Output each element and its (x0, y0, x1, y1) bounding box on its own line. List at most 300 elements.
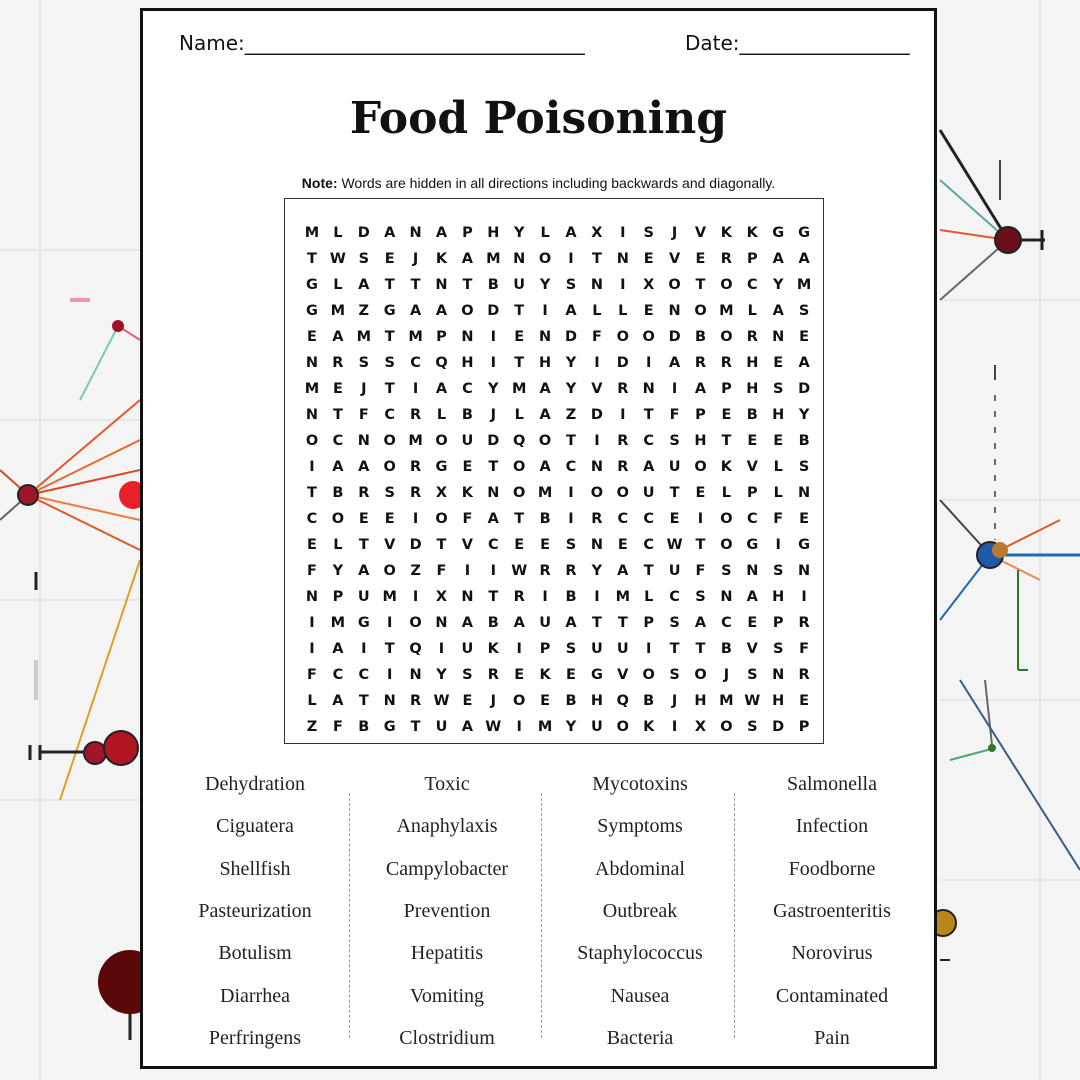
grid-letter[interactable]: S (772, 563, 784, 579)
grid-letter[interactable]: N (539, 329, 552, 345)
grid-letter[interactable]: S (747, 719, 758, 735)
grid-letter[interactable]: F (773, 511, 784, 527)
grid-letter[interactable]: P (643, 615, 654, 631)
grid-letter[interactable]: M (408, 433, 423, 449)
grid-letter[interactable]: E (462, 693, 473, 709)
grid-letter[interactable]: V (617, 667, 629, 683)
grid-letter[interactable]: M (408, 329, 423, 345)
grid-letter[interactable]: C (565, 459, 577, 475)
grid-letter[interactable]: I (568, 485, 574, 501)
grid-letter[interactable]: A (772, 303, 784, 319)
grid-letter[interactable]: O (435, 511, 448, 527)
grid-letter[interactable]: S (643, 225, 654, 241)
grid-letter[interactable]: T (358, 537, 369, 553)
grid-letter[interactable]: F (669, 407, 680, 423)
grid-letter[interactable]: N (487, 485, 500, 501)
grid-letter[interactable]: S (772, 381, 784, 397)
grid-letter[interactable]: A (358, 277, 370, 293)
grid-letter[interactable]: I (309, 459, 315, 475)
grid-letter[interactable]: I (594, 433, 600, 449)
grid-letter[interactable]: M (615, 589, 631, 605)
grid-letter[interactable]: S (462, 667, 473, 683)
grid-letter[interactable]: N (409, 225, 422, 241)
grid-letter[interactable]: S (358, 251, 370, 267)
grid-letter[interactable]: Y (513, 225, 525, 241)
grid-letter[interactable]: H (772, 693, 785, 709)
grid-letter[interactable]: A (694, 381, 707, 397)
grid-letter[interactable]: Y (798, 407, 810, 423)
grid-letter[interactable]: O (616, 719, 629, 735)
grid-letter[interactable]: F (307, 667, 317, 683)
grid-letter[interactable]: H (694, 433, 707, 449)
grid-letter[interactable]: E (540, 537, 551, 553)
grid-letter[interactable]: A (643, 459, 655, 475)
name-field[interactable]: Name:__________________________________ (179, 31, 585, 55)
grid-letter[interactable]: K (643, 719, 655, 735)
grid-letter[interactable]: R (694, 355, 707, 371)
grid-letter[interactable]: Y (332, 563, 344, 579)
grid-letter[interactable]: D (616, 355, 629, 371)
grid-letter[interactable]: I (516, 641, 522, 657)
grid-letter[interactable]: U (513, 277, 526, 293)
grid-letter[interactable]: E (358, 511, 369, 527)
grid-letter[interactable]: E (307, 537, 317, 553)
grid-letter[interactable]: M (486, 251, 501, 267)
grid-letter[interactable]: N (409, 667, 422, 683)
grid-letter[interactable]: E (669, 511, 680, 527)
grid-letter[interactable]: O (720, 537, 733, 553)
grid-letter[interactable]: M (796, 277, 812, 293)
grid-letter[interactable]: W (744, 693, 761, 709)
grid-letter[interactable]: V (461, 537, 473, 553)
grid-letter[interactable]: I (671, 719, 678, 735)
grid-letter[interactable]: O (668, 277, 681, 293)
grid-letter[interactable]: K (720, 459, 733, 475)
grid-letter[interactable]: E (799, 511, 810, 527)
grid-letter[interactable]: M (511, 381, 527, 397)
grid-letter[interactable]: E (643, 251, 654, 267)
grid-letter[interactable]: A (358, 459, 370, 475)
grid-letter[interactable]: L (618, 303, 628, 319)
grid-letter[interactable]: P (332, 589, 344, 605)
grid-letter[interactable]: H (746, 381, 759, 397)
grid-letter[interactable]: C (358, 667, 370, 683)
grid-letter[interactable]: I (490, 355, 496, 371)
grid-letter[interactable]: W (511, 563, 528, 579)
grid-letter[interactable]: B (487, 277, 499, 293)
grid-letter[interactable]: T (462, 277, 473, 293)
grid-letter[interactable]: C (643, 511, 655, 527)
grid-letter[interactable]: T (488, 459, 499, 475)
grid-letter[interactable]: G (383, 719, 396, 735)
grid-letter[interactable]: B (694, 329, 707, 345)
grid-letter[interactable]: R (798, 667, 810, 683)
grid-letter[interactable]: O (513, 459, 526, 475)
grid-letter[interactable]: I (801, 589, 807, 605)
grid-letter[interactable]: F (332, 719, 343, 735)
grid-letter[interactable]: I (671, 381, 678, 397)
grid-letter[interactable]: A (332, 641, 344, 657)
grid-letter[interactable]: N (461, 329, 474, 345)
grid-letter[interactable]: A (772, 251, 784, 267)
grid-letter[interactable]: T (566, 433, 576, 449)
grid-letter[interactable]: V (694, 225, 707, 241)
grid-letter[interactable]: A (461, 719, 473, 735)
grid-letter[interactable]: I (568, 511, 574, 527)
grid-letter[interactable]: D (487, 303, 500, 319)
grid-letter[interactable]: W (666, 537, 683, 553)
grid-letter[interactable]: R (358, 485, 370, 501)
grid-letter[interactable]: R (487, 667, 499, 683)
grid-letter[interactable]: N (772, 329, 785, 345)
grid-letter[interactable]: B (487, 615, 499, 631)
grid-letter[interactable]: V (384, 537, 396, 553)
grid-letter[interactable]: U (357, 589, 370, 605)
grid-letter[interactable]: O (720, 329, 733, 345)
grid-letter[interactable]: C (617, 511, 629, 527)
grid-letter[interactable]: U (461, 433, 474, 449)
grid-letter[interactable]: J (723, 667, 730, 683)
grid-letter[interactable]: Z (306, 719, 318, 735)
grid-letter[interactable]: T (591, 251, 602, 267)
grid-letter[interactable]: M (537, 485, 553, 501)
grid-letter[interactable]: E (566, 667, 576, 683)
grid-letter[interactable]: P (539, 641, 551, 657)
grid-letter[interactable]: Y (565, 355, 577, 371)
grid-letter[interactable]: L (540, 225, 550, 241)
grid-letter[interactable]: N (642, 381, 655, 397)
grid-letter[interactable]: B (565, 589, 577, 605)
grid-letter[interactable]: V (746, 641, 758, 657)
grid-letter[interactable]: O (720, 277, 733, 293)
grid-letter[interactable]: N (513, 251, 526, 267)
grid-letter[interactable]: O (720, 511, 733, 527)
grid-letter[interactable]: I (645, 641, 652, 657)
grid-letter[interactable]: T (514, 303, 525, 319)
grid-letter[interactable]: C (410, 355, 421, 371)
grid-letter[interactable]: W (433, 693, 450, 709)
grid-letter[interactable]: N (435, 615, 448, 631)
grid-letter[interactable]: A (565, 303, 577, 319)
grid-letter[interactable]: O (435, 433, 448, 449)
grid-letter[interactable]: U (668, 459, 681, 475)
grid-letter[interactable]: F (358, 407, 369, 423)
grid-letter[interactable]: Q (409, 641, 422, 657)
grid-letter[interactable]: G (357, 615, 370, 631)
grid-letter[interactable]: B (798, 433, 810, 449)
grid-letter[interactable]: N (305, 407, 319, 423)
grid-letter[interactable]: R (591, 511, 603, 527)
grid-letter[interactable]: R (410, 485, 422, 501)
grid-letter[interactable]: M (719, 693, 734, 709)
grid-letter[interactable]: H (772, 589, 785, 605)
grid-letter[interactable]: X (435, 589, 448, 605)
grid-letter[interactable]: E (773, 355, 784, 371)
grid-letter[interactable]: F (799, 641, 810, 657)
grid-letter[interactable]: T (617, 615, 628, 631)
grid-letter[interactable]: S (669, 433, 680, 449)
grid-letter[interactable]: N (435, 277, 448, 293)
grid-letter[interactable]: M (537, 719, 553, 735)
grid-letter[interactable]: E (643, 303, 654, 319)
grid-letter[interactable]: I (620, 277, 626, 293)
grid-letter[interactable]: U (642, 485, 655, 501)
grid-letter[interactable]: R (617, 459, 629, 475)
grid-letter[interactable]: M (382, 589, 397, 605)
grid-letter[interactable]: N (590, 459, 603, 475)
grid-letter[interactable]: J (671, 225, 678, 241)
grid-letter[interactable]: A (798, 355, 810, 371)
grid-letter[interactable]: P (746, 251, 758, 267)
grid-letter[interactable]: D (564, 329, 578, 345)
grid-letter[interactable]: P (746, 485, 758, 501)
grid-letter[interactable]: D (487, 433, 500, 449)
grid-letter[interactable]: O (616, 485, 629, 501)
grid-letter[interactable]: R (332, 355, 344, 371)
grid-letter[interactable]: O (331, 511, 345, 527)
grid-letter[interactable]: A (565, 615, 577, 631)
grid-letter[interactable]: V (668, 251, 681, 267)
grid-letter[interactable]: M (356, 329, 372, 345)
grid-letter[interactable]: B (332, 485, 344, 501)
grid-letter[interactable]: T (358, 693, 369, 709)
grid-letter[interactable]: E (695, 485, 706, 501)
grid-letter[interactable]: L (333, 277, 343, 293)
grid-letter[interactable]: E (773, 433, 784, 449)
grid-letter[interactable]: N (590, 537, 603, 553)
grid-letter[interactable]: O (538, 251, 552, 267)
grid-letter[interactable]: C (487, 537, 499, 553)
grid-letter[interactable]: I (386, 667, 393, 683)
grid-letter[interactable]: O (383, 563, 396, 579)
grid-letter[interactable]: L (307, 693, 317, 709)
grid-letter[interactable]: S (695, 589, 706, 605)
grid-letter[interactable]: O (642, 329, 655, 345)
grid-letter[interactable]: E (540, 693, 551, 709)
grid-letter[interactable]: L (721, 485, 732, 501)
grid-letter[interactable]: E (514, 537, 525, 553)
grid-letter[interactable]: D (409, 537, 422, 553)
grid-letter[interactable]: E (721, 407, 732, 423)
grid-letter[interactable]: K (720, 225, 733, 241)
grid-letter[interactable]: I (412, 589, 419, 605)
grid-letter[interactable]: G (590, 667, 603, 683)
grid-letter[interactable]: E (462, 459, 473, 475)
grid-letter[interactable]: T (410, 277, 421, 293)
grid-letter[interactable]: T (514, 511, 525, 527)
grid-letter[interactable]: T (307, 485, 317, 501)
grid-letter[interactable]: O (383, 433, 396, 449)
grid-letter[interactable]: L (514, 407, 524, 423)
grid-letter[interactable]: F (436, 563, 447, 579)
grid-letter[interactable]: A (539, 381, 551, 397)
grid-letter[interactable]: S (384, 485, 395, 501)
grid-letter[interactable]: R (565, 563, 577, 579)
grid-letter[interactable]: B (539, 511, 551, 527)
grid-letter[interactable]: W (485, 719, 502, 735)
grid-letter[interactable]: N (798, 563, 811, 579)
grid-letter[interactable]: J (412, 251, 419, 267)
grid-letter[interactable]: C (643, 433, 655, 449)
grid-letter[interactable]: C (332, 667, 344, 683)
word-search-grid[interactable] (284, 198, 824, 744)
grid-letter[interactable]: I (412, 511, 419, 527)
grid-letter[interactable]: G (306, 277, 318, 293)
grid-letter[interactable]: T (384, 329, 395, 345)
grid-letter[interactable]: A (384, 225, 396, 241)
grid-letter[interactable]: N (305, 589, 319, 605)
grid-letter[interactable]: S (358, 355, 370, 371)
grid-letter[interactable]: K (461, 485, 474, 501)
grid-letter[interactable]: A (694, 615, 707, 631)
grid-letter[interactable]: S (772, 641, 784, 657)
grid-letter[interactable]: A (358, 563, 370, 579)
grid-letter[interactable]: O (409, 615, 422, 631)
grid-letter[interactable]: A (513, 615, 525, 631)
grid-letter[interactable]: D (798, 381, 811, 397)
grid-letter[interactable]: G (798, 225, 811, 241)
grid-letter[interactable]: H (772, 407, 785, 423)
grid-letter[interactable]: P (462, 225, 473, 241)
grid-letter[interactable]: E (799, 693, 810, 709)
grid-letter[interactable]: R (720, 251, 732, 267)
grid-letter[interactable]: K (539, 667, 551, 683)
grid-letter[interactable]: Z (358, 303, 370, 319)
grid-letter[interactable]: L (592, 303, 602, 319)
grid-letter[interactable]: T (695, 277, 706, 293)
grid-letter[interactable]: O (720, 719, 733, 735)
grid-letter[interactable]: Q (513, 433, 526, 449)
grid-letter[interactable]: S (798, 303, 810, 319)
grid-letter[interactable]: T (488, 589, 499, 605)
grid-letter[interactable]: R (720, 355, 732, 371)
grid-letter[interactable]: T (695, 641, 706, 657)
grid-letter[interactable]: D (357, 225, 370, 241)
grid-letter[interactable]: P (695, 407, 706, 423)
grid-letter[interactable]: A (798, 251, 810, 267)
grid-letter[interactable]: R (513, 589, 525, 605)
grid-letter[interactable]: J (490, 407, 496, 423)
grid-letter[interactable]: A (565, 225, 577, 241)
grid-letter[interactable]: U (435, 719, 448, 735)
grid-letter[interactable]: U (461, 641, 474, 657)
grid-letter[interactable]: O (694, 459, 707, 475)
grid-letter[interactable]: A (435, 303, 448, 319)
grid-letter[interactable]: M (330, 303, 346, 319)
grid-letter[interactable]: N (772, 667, 785, 683)
grid-letter[interactable]: T (384, 381, 395, 397)
grid-letter[interactable]: I (464, 563, 471, 579)
grid-letter[interactable]: I (645, 355, 652, 371)
grid-letter[interactable]: U (591, 719, 603, 735)
grid-letter[interactable]: A (668, 355, 681, 371)
grid-letter[interactable]: P (798, 719, 810, 735)
grid-letter[interactable]: Z (410, 563, 421, 579)
grid-letter[interactable]: U (591, 641, 603, 657)
grid-letter[interactable]: T (410, 719, 421, 735)
grid-letter[interactable]: O (383, 459, 396, 475)
grid-letter[interactable]: I (542, 589, 548, 605)
grid-letter[interactable]: K (746, 225, 758, 241)
grid-letter[interactable]: S (669, 615, 680, 631)
grid-letter[interactable]: T (384, 277, 395, 293)
grid-letter[interactable]: I (309, 641, 315, 657)
grid-letter[interactable]: E (332, 381, 343, 397)
grid-letter[interactable]: Q (435, 355, 448, 371)
grid-letter[interactable]: H (487, 225, 500, 241)
grid-letter[interactable]: N (720, 589, 733, 605)
grid-letter[interactable]: S (565, 277, 577, 293)
grid-letter[interactable]: F (695, 563, 706, 579)
grid-letter[interactable]: R (746, 329, 758, 345)
grid-letter[interactable]: M (304, 381, 320, 397)
grid-letter[interactable]: R (410, 407, 422, 423)
grid-letter[interactable]: B (461, 407, 473, 423)
grid-letter[interactable]: T (695, 537, 706, 553)
grid-letter[interactable]: T (643, 563, 654, 579)
grid-letter[interactable]: I (620, 407, 626, 423)
grid-letter[interactable]: S (721, 563, 732, 579)
grid-letter[interactable]: A (435, 381, 448, 397)
grid-letter[interactable]: O (461, 303, 474, 319)
grid-letter[interactable]: A (617, 563, 629, 579)
grid-letter[interactable]: G (383, 303, 396, 319)
grid-letter[interactable]: V (591, 381, 603, 397)
grid-letter[interactable]: D (668, 329, 681, 345)
grid-letter[interactable]: I (386, 615, 393, 631)
grid-letter[interactable]: I (516, 719, 522, 735)
grid-letter[interactable]: E (307, 329, 317, 345)
grid-letter[interactable]: N (357, 433, 370, 449)
grid-letter[interactable]: S (669, 667, 680, 683)
grid-letter[interactable]: C (332, 433, 344, 449)
grid-letter[interactable]: O (513, 693, 526, 709)
grid-letter[interactable]: G (306, 303, 318, 319)
grid-letter[interactable]: F (307, 563, 317, 579)
grid-letter[interactable]: T (307, 251, 317, 267)
grid-letter[interactable]: U (668, 563, 681, 579)
grid-letter[interactable]: T (384, 641, 395, 657)
grid-letter[interactable]: X (591, 225, 603, 241)
grid-letter[interactable]: G (772, 225, 785, 241)
grid-letter[interactable]: Q (616, 693, 629, 709)
grid-letter[interactable]: N (798, 485, 811, 501)
grid-letter[interactable]: O (616, 329, 629, 345)
grid-letter[interactable]: X (435, 485, 448, 501)
grid-letter[interactable]: A (539, 459, 551, 475)
grid-letter[interactable]: R (798, 615, 810, 631)
grid-letter[interactable]: N (746, 563, 759, 579)
grid-letter[interactable]: H (590, 693, 603, 709)
grid-letter[interactable]: F (462, 511, 473, 527)
grid-letter[interactable]: A (332, 693, 344, 709)
grid-letter[interactable]: J (361, 381, 367, 397)
grid-letter[interactable]: A (746, 589, 758, 605)
grid-letter[interactable]: L (747, 303, 757, 319)
grid-letter[interactable]: I (568, 251, 574, 267)
grid-letter[interactable]: Y (565, 719, 577, 735)
grid-letter[interactable]: O (694, 303, 707, 319)
grid-letter[interactable]: O (642, 667, 655, 683)
grid-letter[interactable]: N (305, 355, 319, 371)
grid-letter[interactable]: N (590, 277, 603, 293)
grid-letter[interactable]: J (671, 693, 678, 709)
grid-letter[interactable]: B (746, 407, 758, 423)
grid-letter[interactable]: E (384, 511, 395, 527)
grid-letter[interactable]: W (329, 251, 346, 267)
grid-letter[interactable]: A (461, 615, 473, 631)
grid-letter[interactable]: S (747, 667, 758, 683)
